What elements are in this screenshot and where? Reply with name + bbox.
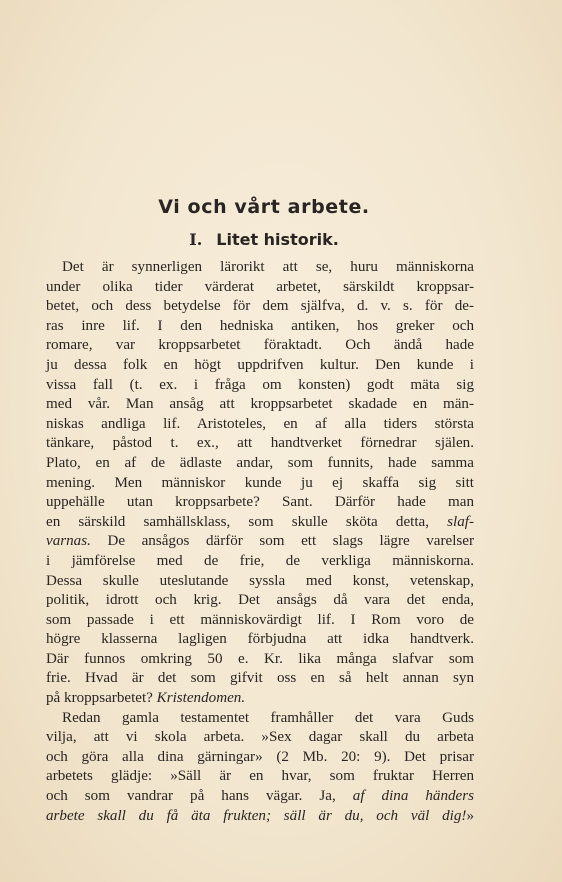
- text-line: under olika tider värderat arbetet, särskildt kroppsar-: [46, 278, 474, 295]
- section-title: Litet historik.: [216, 230, 339, 249]
- section-heading: [0, 230, 528, 250]
- text-line: arbetets glädje: »Säll är en hvar, som fruktar Herren: [46, 768, 474, 785]
- italic-text: arbete skall du få äta frukten; säll är du, och väl dig!: [46, 807, 467, 824]
- text-line: Dessa skulle uteslutande syssla med konst, vetenskap,: [46, 572, 474, 589]
- text-line: frie. Hvad är det som gifvit oss en så helt annan syn: [46, 670, 474, 687]
- text-line: och göra alla dina gärningar» (2 Mb. 20: 9). Det prisar: [46, 748, 474, 765]
- text-line: [46, 513, 474, 533]
- text-line: ras inre lif. I den hedniska antiken, hos greker och: [46, 317, 474, 334]
- text-line: [46, 532, 474, 552]
- body-text: [46, 258, 474, 826]
- text-line: Det är synnerligen lärorikt att se, huru människorna: [62, 259, 474, 275]
- text-line: niskas andliga lif. Aristoteles, en af alla tiders största: [46, 415, 474, 432]
- text-line: med vår. Man ansåg att kroppsarbetet skadade en män-: [46, 396, 474, 413]
- italic-text: Kristendomen.: [156, 690, 246, 707]
- text-line: [46, 787, 474, 807]
- text-line: i jämförelse med de frie, de verkliga människorna.: [46, 552, 474, 569]
- text-segment: och som vandrar på hans vägar. Ja,: [46, 788, 336, 805]
- text-line: uppehälle utan kroppsarbete? Sant. Därför hade man: [46, 494, 474, 511]
- text-line: vissa fall (t. ex. i fråga om konsten) godt mäta sig: [46, 376, 474, 393]
- text-line: Redan gamla testamentet framhåller det vara Guds: [62, 709, 474, 726]
- text-line: [46, 807, 474, 827]
- italic-text: af dina händers: [352, 788, 475, 805]
- text-segment: »: [466, 807, 474, 824]
- text-line: mening. Men människor kunde ju ej skaffa sig sitt: [46, 474, 474, 491]
- text-line: ju dessa folk en högt uppdrifven kultur. Den kunde i: [46, 356, 474, 373]
- text-line: Där funnos omkring 50 e. Kr. lika många slafvar som: [46, 650, 474, 667]
- text-line: som passade i ett människovärdigt lif. I Rom voro de: [46, 611, 474, 628]
- text-line: romare, var kroppsarbetet föraktadt. Och ändå hade: [46, 337, 474, 354]
- text-line: högre klasserna lagligen förbjudna att idka handtverk.: [46, 631, 474, 648]
- text-line: [46, 689, 474, 709]
- section-number: I.: [189, 230, 203, 249]
- text-segment: en särskild samhällsklass, som skulle sköta detta,: [46, 513, 430, 530]
- text-line: Plato, en af de ädlaste andar, som funnits, hade samma: [46, 454, 474, 471]
- italic-text: slaf-: [447, 513, 474, 530]
- text-segment: på kroppsarbetet?: [46, 690, 153, 707]
- text-line: betet, och dess betydelse för dem själfva, d. v. s. för de-: [46, 298, 474, 315]
- text-line: vilja, att vi skola arbeta. »Sex dagar skall du arbeta: [46, 729, 474, 746]
- text-line: politik, idrott och krig. Det ansågs då vara det enda,: [46, 592, 474, 609]
- italic-text: varnas.: [46, 533, 91, 550]
- chapter-title: Vi och vårt arbete.: [158, 196, 370, 218]
- text-line: tänkare, påstod t. ex., att handtverket förnedrar själen.: [46, 435, 474, 452]
- text-segment: De ansågos därför som ett slags lägre varelser: [90, 533, 474, 550]
